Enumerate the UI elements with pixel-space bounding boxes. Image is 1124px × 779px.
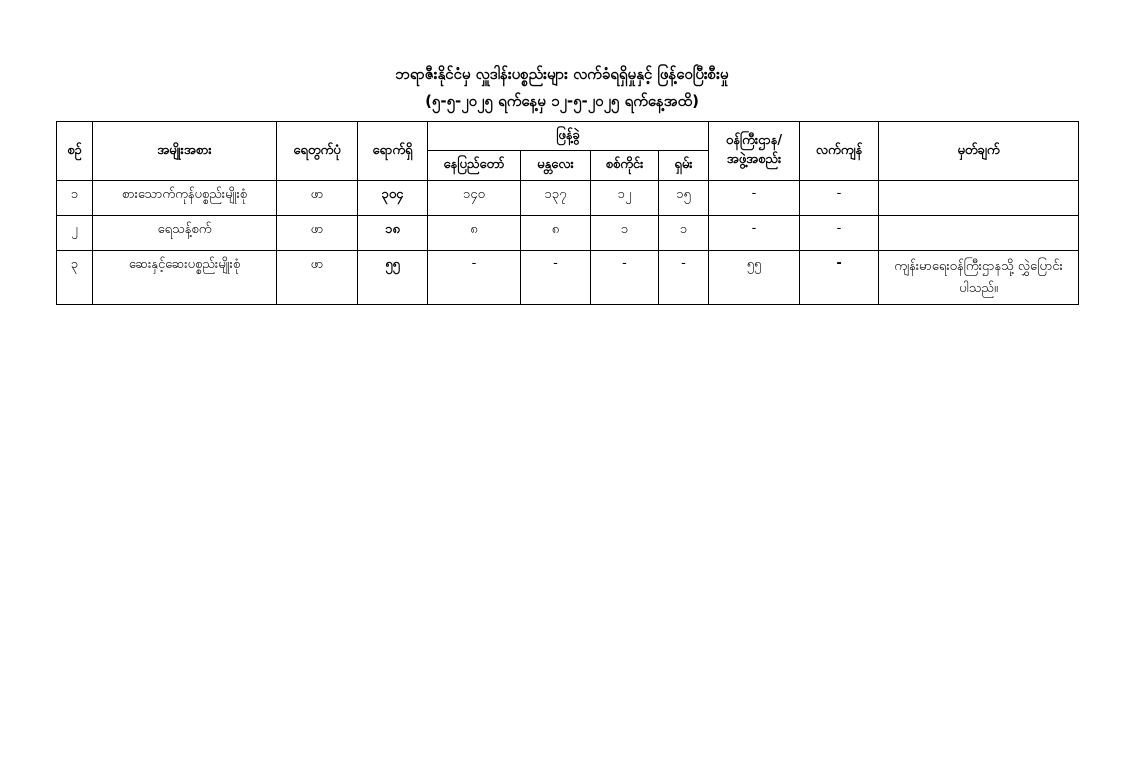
col-header-remarks: မှတ်ချက် bbox=[879, 122, 1079, 181]
cell-unit: ဖာ bbox=[277, 216, 358, 251]
cell-remarks: ကျန်းမာရေးဝန်ကြီးဌာနသို့ လွှဲပြောင်းပါသည်။ bbox=[879, 251, 1079, 305]
table-row bbox=[57, 181, 1079, 216]
cell-type: ရေသန့်စက် bbox=[93, 216, 277, 251]
cell-shan: ၁ bbox=[659, 216, 709, 251]
cell-shan: - bbox=[659, 251, 709, 305]
col-header-nay-pyi-taw: နေပြည်တော် bbox=[428, 151, 521, 181]
cell-balance: - bbox=[800, 216, 879, 251]
cell-ministry: ၅၅ bbox=[709, 251, 800, 305]
col-header-shan: ရှမ်း bbox=[659, 151, 709, 181]
cell-sagaing: - bbox=[591, 251, 659, 305]
col-header-received: ရောက်ရှိ bbox=[358, 122, 428, 181]
cell-type: စားသောက်ကုန်ပစ္စည်းမျိုးစုံ bbox=[93, 181, 277, 216]
header-row bbox=[57, 122, 1079, 151]
cell-ministry: - bbox=[709, 216, 800, 251]
cell-ministry: - bbox=[709, 181, 800, 216]
col-header-mandalay: မန္တလေး bbox=[521, 151, 591, 181]
table-row bbox=[57, 216, 1079, 251]
cell-unit: ဖာ bbox=[277, 181, 358, 216]
cell-nay-pyi-taw: ၈ bbox=[428, 216, 521, 251]
cell-nay-pyi-taw: ၁၄၀ bbox=[428, 181, 521, 216]
col-header-no: စဉ် bbox=[57, 122, 93, 181]
cell-balance: - bbox=[800, 181, 879, 216]
cell-type: ဆေးနှင့်ဆေးပစ္စည်းမျိုးစုံ bbox=[93, 251, 277, 305]
cell-mandalay: - bbox=[521, 251, 591, 305]
col-header-unit: ရေတွက်ပုံ bbox=[277, 122, 358, 181]
cell-no: ၂ bbox=[57, 216, 93, 251]
col-header-balance: လက်ကျန် bbox=[800, 122, 879, 181]
cell-remarks bbox=[879, 216, 1079, 251]
col-header-ministry-line2: အဖွဲ့အစည်း bbox=[726, 152, 782, 167]
cell-sagaing: ၁ bbox=[591, 216, 659, 251]
cell-shan: ၁၅ bbox=[659, 181, 709, 216]
table-row bbox=[57, 251, 1079, 305]
cell-remarks bbox=[879, 181, 1079, 216]
report-title: ဘရာဇီးနိုင်ငံမှ လှူဒါန်းပစ္စည်းများ လက်ခံရရှိမှုနှင့် ဖြန့်ဝေပြီးစီးမှု bbox=[395, 65, 729, 83]
cell-received: ၃၀၄ bbox=[358, 181, 428, 216]
cell-no: ၁ bbox=[57, 181, 93, 216]
cell-no: ၃ bbox=[57, 251, 93, 305]
cell-sagaing: ၁၂ bbox=[591, 181, 659, 216]
col-header-sagaing: စစ်ကိုင်း bbox=[591, 151, 659, 181]
cell-mandalay: ၈ bbox=[521, 216, 591, 251]
cell-mandalay: ၁၃၇ bbox=[521, 181, 591, 216]
cell-balance: - bbox=[800, 251, 879, 305]
col-header-ministry bbox=[709, 122, 800, 181]
col-header-distributed: ဖြန့်ခွဲ bbox=[428, 122, 709, 151]
cell-received: ၁၈ bbox=[358, 216, 428, 251]
report-date-range: (၅-၅-၂၀၂၅ ရက်နေ့မှ ၁၂-၅-၂၀၂၅ ရက်နေ့အထိ) bbox=[425, 92, 699, 110]
cell-received: ၅၅ bbox=[358, 251, 428, 305]
distribution-table bbox=[56, 121, 1079, 305]
col-header-ministry-line1: ဝန်ကြီးဌာန/ bbox=[725, 133, 783, 148]
cell-nay-pyi-taw: - bbox=[428, 251, 521, 305]
cell-unit: ဖာ bbox=[277, 251, 358, 305]
col-header-type: အမျိုးအစား bbox=[93, 122, 277, 181]
